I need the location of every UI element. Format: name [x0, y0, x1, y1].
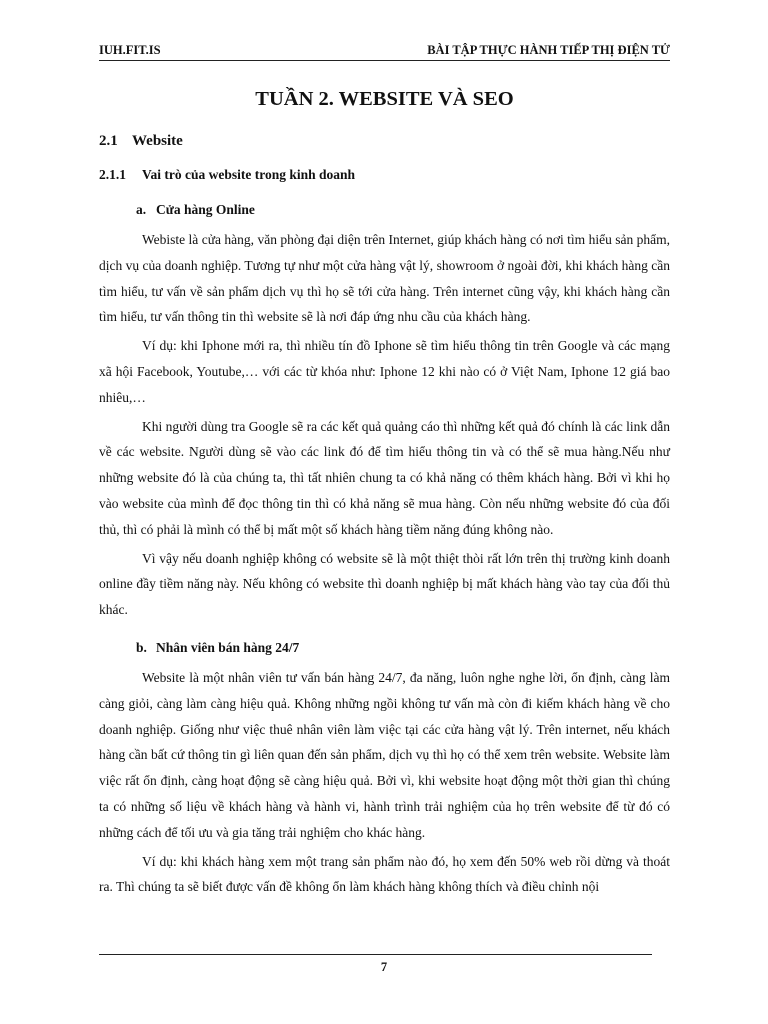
paragraph: Webiste là cửa hàng, văn phòng đại diện trên Internet, giúp khách hàng có nơi tìm hiểu sản phẩm, dịch vụ của doanh nghiệp. Tương tự như một cửa hàng vật lý, showroom ở ngoài đời, khi khách hàng cần tìm hiểu, tư vấn về sản phẩm dịch vụ thì họ sẽ tới cửa hàng. Trên internet cũng vậy, khi khách hàng cần tìm hiểu, tư vấn thông tin thì website sẽ là nơi đáp ứng nhu cầu của khách hàng. — [99, 232, 670, 325]
part-b-label: b. — [136, 639, 147, 655]
paragraph: Ví dụ: khi khách hàng xem một trang sản phẩm nào đó, họ xem đến 50% web rồi dừng và thoát ra. Thì chúng ta sẽ biết được vấn đề không ổn làm khách hàng không thích và điều chỉnh nội — [99, 853, 670, 895]
subsection-number: 2.1.1 — [99, 167, 126, 182]
section-title: Website — [132, 133, 183, 149]
page-number: 7 — [380, 960, 388, 974]
part-b-title: Nhân viên bán hàng 24/7 — [156, 639, 300, 655]
part-a-label: a. — [136, 202, 147, 217]
paragraph: Ví dụ: khi Iphone mới ra, thì nhiều tín đồ Iphone sẽ tìm hiểu thông tin trên Google và các mạng xã hội Facebook, Youtube,… với các từ khóa như: Iphone 12 khi nào có ở Việt Nam, Iphone 12 giá bao nhiêu,… — [99, 338, 670, 405]
subsection-heading — [99, 165, 670, 185]
section-heading — [99, 131, 670, 151]
header-left-text: IUH.FIT.IS — [99, 43, 161, 57]
part-b-heading — [136, 638, 670, 658]
part-a-heading — [136, 200, 670, 220]
page-header — [99, 42, 670, 61]
footer-divider — [99, 954, 652, 955]
paragraph: Website là một nhân viên tư vấn bán hàng 24/7, đa năng, luôn nghe nghe lời, ổn định, càng làm càng giỏi, càng làm càng hiệu quả. Không những ngồi không tư vấn mà còn đi kiếm khách hàng về cho doanh nghiệp. Giống như việc thuê nhân viên làm việc tại các cửa hàng vật lý. Trên internet, nếu khách hàng cần bất cứ thông tin gì liên quan đến sản phẩm, dịch vụ thì họ có thể xem trên website. Website làm việc rất ổn định, càng hoạt động sẽ càng hiệu quả. Bởi vì, khi website hoạt động một thời gian thì chúng ta có những số liệu về khách hàng và hành vi, hành trình trải nghiệm của họ trên website để từ đó có những cách để tối ưu và gia tăng trải nghiệm cho khác hàng. — [99, 669, 670, 840]
header-right-text: BÀI TẬP THỰC HÀNH TIẾP THỊ ĐIỆN TỬ — [427, 43, 670, 57]
chapter-title: TUẦN 2. WEBSITE VÀ SEO — [255, 88, 514, 110]
subsection-title: Vai trò của website trong kinh doanh — [142, 167, 356, 182]
section-number: 2.1 — [99, 133, 118, 149]
page-content — [99, 84, 670, 900]
part-a-title: Cửa hàng Online — [156, 202, 255, 217]
paragraph: Khi người dùng tra Google sẽ ra các kết quả quảng cáo thì những kết quả đó chính là các link dẫn về các website. Người dùng sẽ vào các link đó để tìm hiểu thông tin và có thể sẽ mua hàng.Nếu như những website đó là của chúng ta, thì tất nhiên chung ta có khả năng có thêm khách hàng. Bởi vì khi họ vào website của mình để đọc thông tin thì có khả năng sẽ mua hàng. Còn nếu những website đó của đối thủ, thì có phải là mình có thể bị mất một số khách hàng tiềm năng đúng không nào. — [99, 418, 670, 537]
paragraph: Vì vậy nếu doanh nghiệp không có website sẽ là một thiệt thòi rất lớn trên thị trường kinh doanh online đầy tiềm năng này. Nếu không có website thì doanh nghiệp bị mất khách hàng vào tay của đối thủ khác. — [99, 550, 670, 618]
